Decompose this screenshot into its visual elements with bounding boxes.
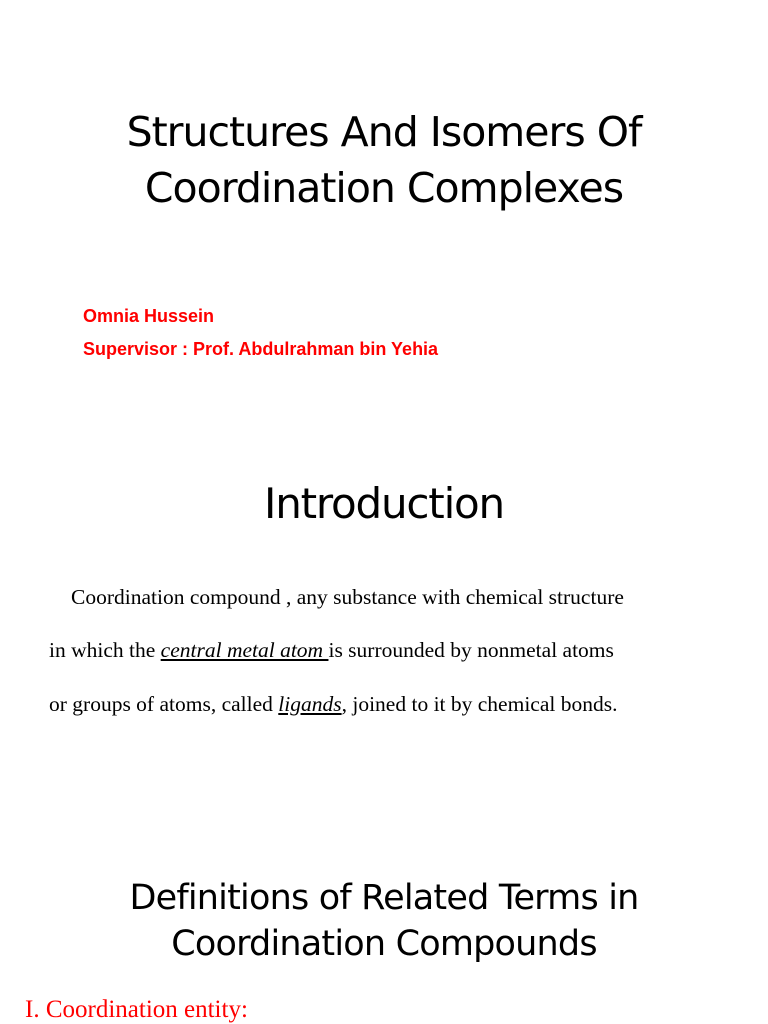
document-title (0, 104, 768, 216)
author-name: Omnia Hussein (83, 306, 215, 326)
intro-line-3-suffix: , joined to it by chemical bonds. (341, 692, 618, 716)
term-central-metal-atom: central metal atom (160, 638, 329, 662)
intro-line-3-prefix: or groups of atoms, called (49, 692, 279, 716)
title-line-1: Structures And Isomers Of (126, 108, 642, 156)
definitions-heading-line-1: Definitions of Related Terms in (129, 878, 639, 918)
definitions-heading-line-2: Coordination Compounds (171, 924, 597, 964)
intro-line-2-prefix: in which the (49, 638, 161, 662)
term-ligands: ligands (278, 692, 342, 716)
introduction-heading: Introduction (264, 479, 504, 528)
supervisor-line: Supervisor : Prof. Abdulrahman bin Yehia (83, 339, 439, 359)
intro-line-2-suffix: is surrounded by nonmetal atoms (328, 638, 614, 662)
intro-paragraph-line-1: Coordination compound , any substance with chemical structure (71, 585, 624, 609)
title-line-2: Coordination Complexes (144, 164, 624, 212)
definitions-heading (0, 875, 768, 967)
intro-paragraph-line-2 (49, 637, 614, 664)
coordination-entity-heading: I. Coordination entity: (25, 996, 248, 1023)
intro-paragraph-line-3 (49, 691, 617, 718)
